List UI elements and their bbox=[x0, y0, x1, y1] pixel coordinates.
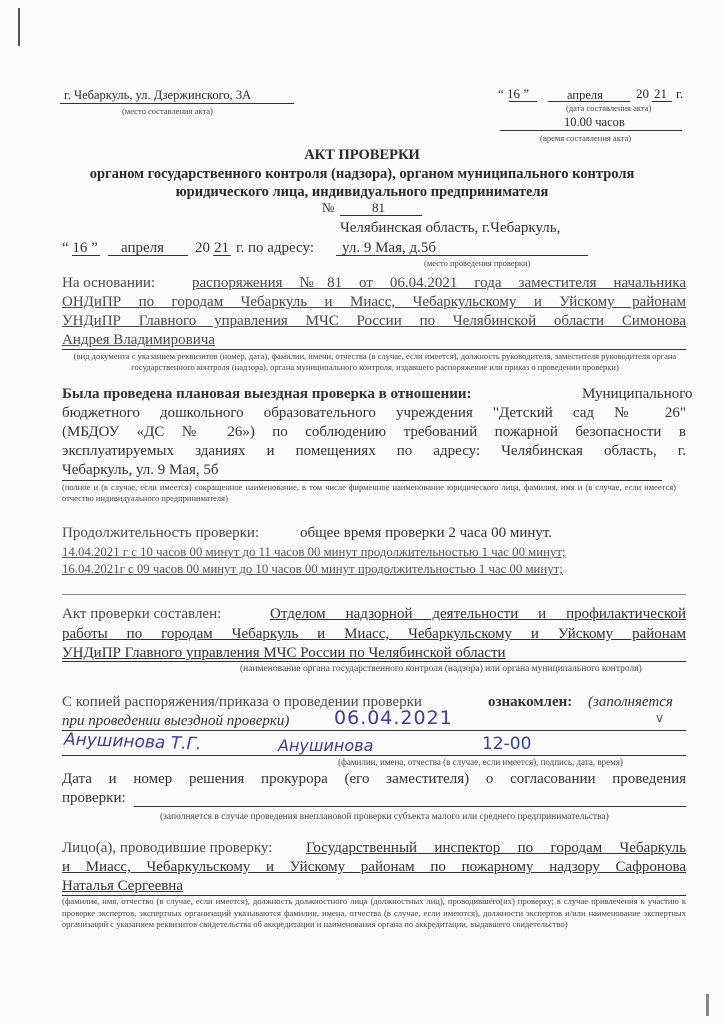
basis-line-2: ОНДиПР по городам Чебаркуль и Миасс, Чебаркульскому и Уйскому районам bbox=[62, 294, 686, 310]
act-number-label: № bbox=[322, 200, 335, 215]
inspection-date-day: “ 16 ” bbox=[62, 240, 98, 256]
compiled-line-3: УНДиПР Главного управления МЧС России по Челябинской области bbox=[62, 645, 506, 661]
duration-total: общее время проверки 2 часа 00 минут. bbox=[300, 525, 553, 541]
inspection-month-underline bbox=[108, 255, 188, 256]
duration-label: Продолжительность проверки: bbox=[62, 525, 260, 541]
acquainted-caption: (фамилии, имена, отчества (в случае, если имеется), подпись, дата, время) bbox=[338, 757, 623, 767]
basis-line-1: распоряжения №81 от 06.04.2021 года заместителя начальника bbox=[192, 275, 686, 291]
inspection-line-4: эксплуатируемых зданиях и помещениях по адресу: Челябинская область, г. bbox=[62, 443, 686, 459]
corner-mark bbox=[706, 994, 709, 1016]
handwritten-name: Анушинова Т.Г. bbox=[63, 729, 202, 755]
inspection-date-month: апреля bbox=[121, 240, 165, 256]
act-time-underline bbox=[500, 130, 682, 131]
persons-label: Лицо(а), проводившие проверку: bbox=[62, 840, 273, 856]
acquainted-underline-1 bbox=[62, 730, 686, 731]
duration-line-1: 14.04.2021 г с 10 часов 00 минут до 11 часов 00 минут продолжительностью 1 час 00 минут; bbox=[62, 545, 566, 559]
persons-caption: (фамилия, имя, отчество (в случае, если имеется), должность должностного лица (должностных лиц), проводившего(их) проверку; в случае привлечения к участию к проверке экспертов, экспертных организаций указываются фамилии, имена, отчества (в случае, если имеются), должности экспертов и/или наименование экспертных организаций с указанием реквизитов свидетельства об аккредитации и наименования органа по аккредитации, выдавшего свидетельство) bbox=[62, 896, 686, 929]
persons-line-3: Наталья Сергеевна bbox=[62, 878, 183, 894]
acquainted-bold: ознакомлен: bbox=[488, 694, 573, 710]
handwritten-mark: v bbox=[656, 711, 664, 725]
inspection-caption: (полное и (в случае, если имеется) сокращенное наименование, в том числе фирменное наименование юридического лица, фамилия, имя и (в случае, если имеется) отчество индивидуального предпринимателя) bbox=[62, 482, 676, 503]
basis-label: На основании: bbox=[62, 275, 156, 291]
act-subtitle-1: органом государственного контроля (надзора), органом муниципального контроля bbox=[89, 166, 635, 182]
acquainted-italic-2: при проведении выездной проверки) bbox=[62, 713, 290, 729]
place-caption: (место составления акта) bbox=[122, 106, 213, 116]
act-time: 10.00 часов bbox=[564, 115, 625, 129]
act-subtitle-2: юридического лица, индивидуального предпринимателя bbox=[175, 184, 549, 200]
act-time-caption: (время составления акта) bbox=[540, 133, 632, 143]
place-underline bbox=[60, 103, 294, 104]
prosecutor-line-2: проверки: bbox=[62, 790, 126, 806]
handwritten-time: 12-00 bbox=[482, 734, 532, 754]
act-date-caption: (дата составления акта) bbox=[566, 103, 652, 113]
compiled-line-1: Отделом надзорной деятельности и профилактической bbox=[270, 606, 686, 622]
handwritten-signature: Анушинова bbox=[278, 736, 374, 755]
inspection-year-underline bbox=[213, 255, 231, 256]
act-date-year-prefix: 20 bbox=[636, 86, 649, 101]
inspection-line-5: Чебаркуль, ул. 9 Мая, 5б bbox=[62, 462, 219, 478]
prosecutor-caption: (заполняется в случае проведения внеплановой проверки субъекта малого или среднего предпринимательства) bbox=[160, 812, 609, 822]
persons-line-1-rest: Государственный инспектор по городам Чебаркуль bbox=[306, 840, 686, 856]
place: г. Чебаркуль, ул. Дзержинского, 3А bbox=[64, 88, 252, 102]
basis-line-4: Андрея Владимировича bbox=[62, 332, 215, 348]
handwritten-date: 06.04.2021 bbox=[334, 707, 453, 729]
inspection-line-1-rest: Муниципального bbox=[582, 386, 693, 402]
acquainted-underline-2 bbox=[62, 755, 686, 756]
compiled-underline bbox=[62, 661, 686, 662]
duration-line-2: 16.04.2021г с 09 часов 00 минут до 10 часов 00 минут продолжительностью 1 час 00 минут; bbox=[62, 562, 563, 576]
act-number: 81 bbox=[372, 200, 385, 215]
act-date-day-underline bbox=[509, 101, 537, 102]
basis-line-3: УНДиПР Главного управления МЧС России по Челябинской области Симонова bbox=[62, 313, 686, 329]
persons-line-2: и Миасс, Чебаркульскому и Уйскому районам по пожарному надзору Сафронова bbox=[62, 859, 686, 875]
inspection-line-2: бюджетного дошкольного образовательного учреждения "Детский сад № 26" bbox=[62, 405, 686, 421]
inspection-bold: Была проведена плановая выездная проверка в отношении: bbox=[62, 386, 472, 402]
act-date-day: “ 16 ” bbox=[498, 86, 530, 101]
inspection-by-address: г. по адресу: bbox=[236, 240, 314, 256]
prosecutor-line-1: Дата и номер решения прокурора (его заместителя) о согласовании проведения bbox=[62, 771, 686, 787]
act-date-g: г. bbox=[676, 86, 684, 101]
inspection-year-suffix: 21 bbox=[214, 240, 229, 256]
basis-caption: (вид документа с указанием реквизитов (номер, дата), фамилии, имени, отчества (в случае, если имеется), должность руководителя, заместителя руководителя органа государственного контроля (надзора), органа муниципального контроля, издавшего распоряжение или приказ о проведении проверки) bbox=[73, 351, 677, 372]
act-date-month-underline bbox=[548, 101, 630, 102]
inspection-underline bbox=[62, 480, 662, 481]
acquainted-text: С копией распоряжения/приказа о проведении проверки bbox=[62, 694, 422, 710]
act-title: АКТ ПРОВЕРКИ bbox=[304, 147, 420, 163]
inspection-day-underline bbox=[72, 255, 100, 256]
basis-underline-4 bbox=[62, 349, 686, 350]
act-date-year-underline bbox=[652, 101, 672, 102]
inspection-line-3: (МБДОУ «ДС № 26») по соблюдению требований пожарной безопасности в bbox=[62, 424, 686, 440]
inspection-address-caption: (место проведения проверки) bbox=[424, 258, 531, 268]
compiled-caption: (наименование органа государственного контроля (надзора) или органа муниципального контроля) bbox=[240, 664, 642, 674]
inspection-year-prefix: 20 bbox=[195, 240, 210, 256]
prosecutor-underline bbox=[134, 806, 686, 807]
act-number-underline bbox=[340, 215, 422, 216]
margin-mark bbox=[18, 8, 20, 46]
inspection-address: ул. 9 Мая, д.5б bbox=[342, 240, 436, 256]
acquainted-italic-1: (заполняется bbox=[588, 694, 673, 710]
act-date-year-suffix: 21 bbox=[654, 86, 667, 101]
compiled-line-2: работы по городам Чебаркуль и Миасс, Чебаркульскому и Уйскому районам bbox=[62, 626, 686, 642]
inspection-address-underline bbox=[336, 255, 588, 256]
compiled-label: Акт проверки составлен: bbox=[62, 606, 222, 622]
inspection-city: Челябинская область, г.Чебаркуль, bbox=[340, 220, 561, 236]
duration-blank-line bbox=[62, 594, 686, 595]
act-date-month: апреля bbox=[567, 88, 603, 102]
